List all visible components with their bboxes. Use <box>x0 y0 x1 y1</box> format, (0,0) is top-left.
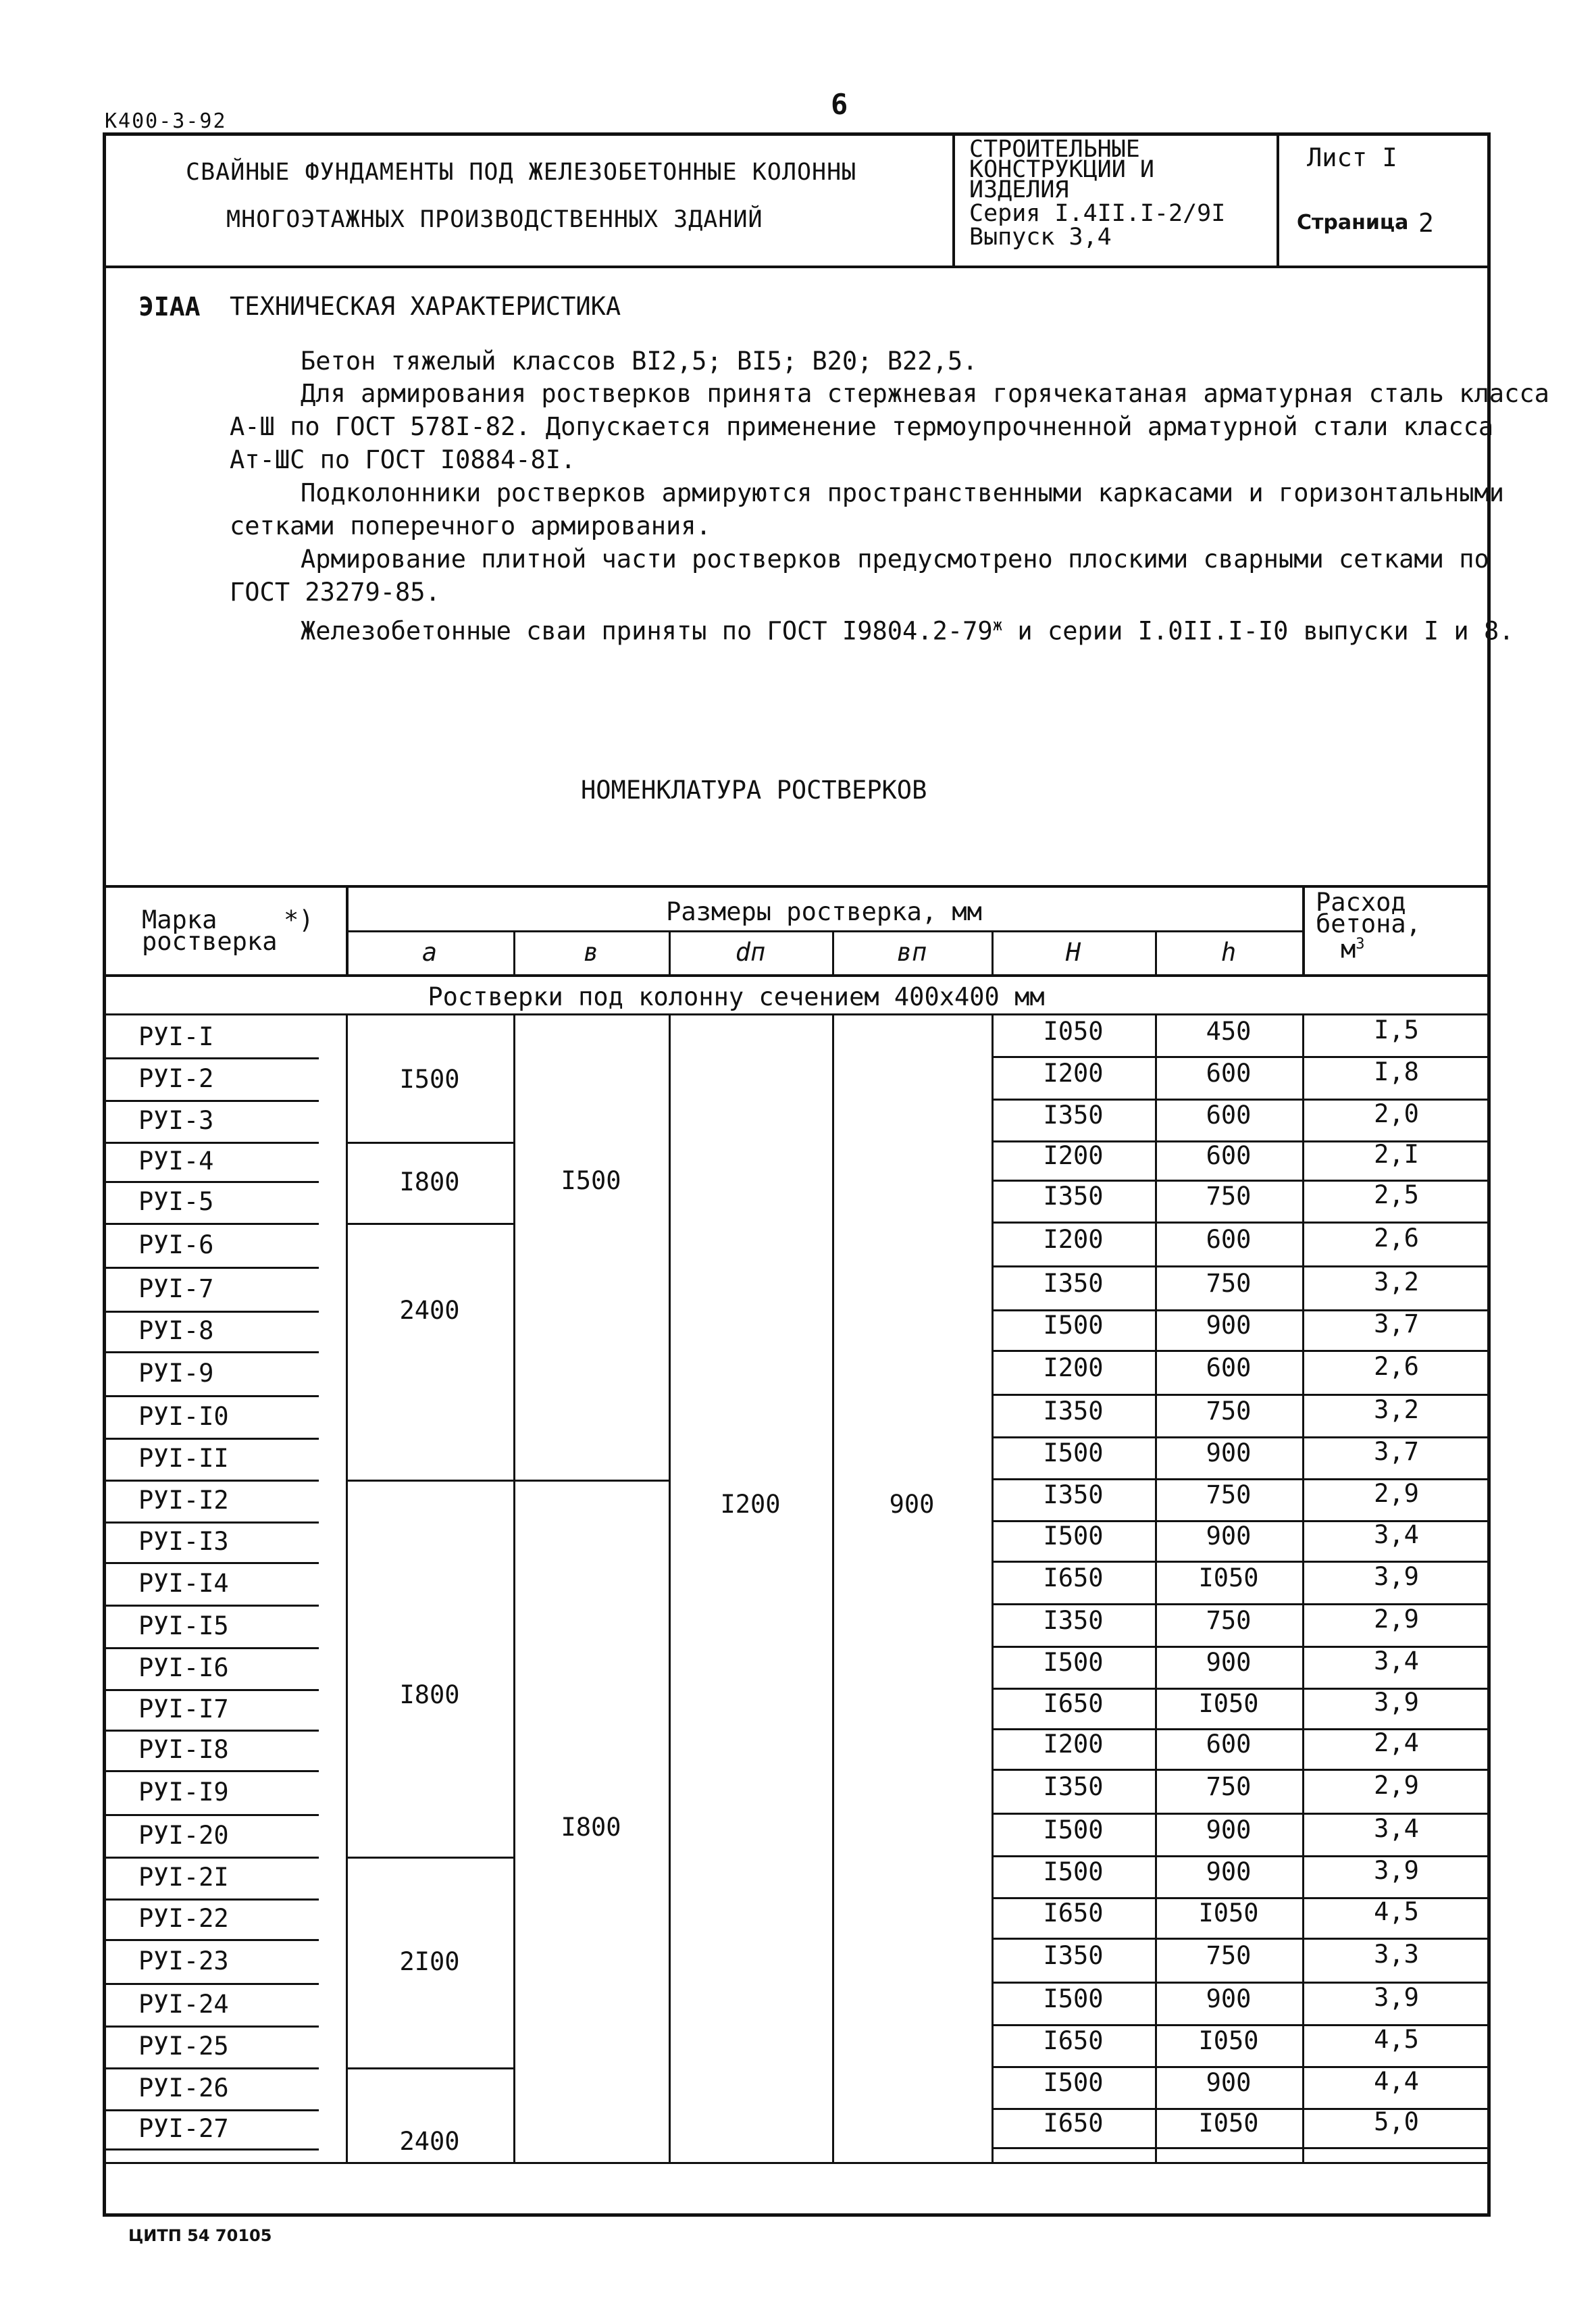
mark-underline-9 <box>103 1395 319 1397</box>
mark-cell: РУI-3 <box>138 1106 214 1135</box>
text-line-9-tail: и серии I.0II.I-I0 выпуски I и 8. <box>1002 616 1514 646</box>
document-code: К400-3-92 <box>105 109 227 133</box>
text-line-6: сетками поперечного армирования. <box>230 511 711 540</box>
h-cell: 600 <box>1206 1353 1252 1382</box>
mark-cell: РУI-27 <box>138 2114 229 2143</box>
text-line-4: Ат-ШС по ГОСТ I0884-8I. <box>230 445 576 474</box>
header-mark-2: ростверка <box>142 927 278 956</box>
mark-underline-24 <box>103 2026 319 2028</box>
header-consumption-unit-sup: 3 <box>1356 936 1365 953</box>
mark-cell: РУI-I0 <box>138 1401 229 1431</box>
a-merged-2400: 2400 <box>399 1296 460 1325</box>
table-subheader: Ростверки под колонну сечением 400x400 мм <box>428 982 1045 1011</box>
H-cell: I200 <box>1043 1353 1104 1382</box>
h-cell: 450 <box>1206 1017 1252 1046</box>
a-merged-2400-bottom: 2400 <box>399 2127 460 2156</box>
H-cell: I350 <box>1043 1940 1104 1970</box>
mark-underline-25 <box>103 2067 319 2069</box>
volume-cell: 3,2 <box>1374 1394 1419 1424</box>
mark-underline-8 <box>103 1351 319 1353</box>
mark-cell: РУI-5 <box>138 1187 214 1216</box>
mark-underline-19 <box>103 1814 319 1816</box>
header-mid-line <box>346 930 1302 932</box>
mark-underline-20 <box>103 1857 319 1859</box>
volume-cell: 3,7 <box>1374 1309 1419 1338</box>
header-consumption-unit: $м^3$ <box>1341 934 1365 964</box>
volume-cell: 3,4 <box>1374 1646 1419 1676</box>
header-bottom-line <box>103 974 1491 977</box>
h-cell: I050 <box>1198 1563 1259 1592</box>
h-cell: 600 <box>1206 1058 1252 1088</box>
page-label: Страница <box>1297 211 1409 234</box>
H-cell: I350 <box>1043 1182 1104 1211</box>
header-mark-note: *) <box>284 905 314 934</box>
mark-cell: РУI-20 <box>138 1820 229 1850</box>
volume-cell: 2,0 <box>1374 1099 1419 1128</box>
mark-cell: РУI-I <box>138 1022 214 1051</box>
a-merged-1500: I500 <box>399 1064 460 1094</box>
mark-cell: РУI-2I <box>138 1863 229 1892</box>
b-group-line <box>513 1480 669 1482</box>
title-block-divider-2 <box>1277 132 1279 267</box>
page-number: 6 <box>831 88 848 121</box>
h-cell: 750 <box>1206 1480 1252 1509</box>
H-cell: I200 <box>1043 1730 1104 1759</box>
text-line-8: ГОСТ 23279-85. <box>230 578 440 607</box>
text-line-9-main: Железобетонные сваи приняты по ГОСТ I9804.2-79 <box>301 616 993 646</box>
mark-underline-23 <box>103 1983 319 1985</box>
mark-underline-3 <box>103 1142 319 1144</box>
volume-cell: 3,9 <box>1374 1561 1419 1591</box>
mark-underline-26 <box>103 2109 319 2111</box>
header-consumption-1: Расход <box>1316 888 1406 917</box>
title-block-divider-1 <box>952 132 955 267</box>
h-cell: 600 <box>1206 1730 1252 1759</box>
a-merged-1800-top: I800 <box>399 1167 460 1197</box>
H-cell: I650 <box>1043 1563 1104 1592</box>
volume-cell: 2,4 <box>1374 1728 1419 1757</box>
volume-cell: 3,4 <box>1374 1813 1419 1843</box>
H-cell: I500 <box>1043 1857 1104 1886</box>
mark-underline-13 <box>103 1562 319 1564</box>
h-cell: 900 <box>1206 1648 1252 1677</box>
page-value: 2 <box>1418 208 1434 238</box>
b-merged-1500: I500 <box>561 1165 621 1195</box>
mark-cell: РУI-9 <box>138 1358 214 1388</box>
stamp-issue: Выпуск 3,4 <box>969 224 1112 251</box>
b-merged-1800: I800 <box>561 1813 621 1842</box>
row-line-27 <box>992 2147 1491 2149</box>
stamp-series: Серия I.4II.I-2/9I <box>969 200 1226 227</box>
H-cell: I650 <box>1043 2026 1104 2055</box>
header-col-bn: вп <box>896 938 927 967</box>
section-title: ТЕХНИЧЕСКАЯ ХАРАКТЕРИСТИКА <box>230 292 621 321</box>
mark-cell: РУI-I7 <box>138 1694 229 1724</box>
header-col-H: H <box>1065 938 1081 967</box>
H-cell: I350 <box>1043 1771 1104 1801</box>
a-merged-2100: 2I00 <box>399 1947 460 1976</box>
subheader-bottom-line <box>103 1013 1491 1015</box>
title-line-2: МНОГОЭТАЖНЫХ ПРОИЗВОДСТВЕННЫХ ЗДАНИЙ <box>226 206 763 233</box>
volume-cell: 3,4 <box>1374 1520 1419 1549</box>
h-cell: 900 <box>1206 1521 1252 1551</box>
volume-cell: 4,5 <box>1374 1897 1419 1926</box>
H-cell: I050 <box>1043 1017 1104 1046</box>
h-cell: 900 <box>1206 2068 1252 2097</box>
mark-cell: РУI-23 <box>138 1946 229 1976</box>
mark-underline-22 <box>103 1939 319 1941</box>
mark-underline-6 <box>103 1267 319 1269</box>
mark-cell: РУI-I3 <box>138 1527 229 1556</box>
nomenclature-title: НОМЕНКЛАТУРА РОСТВЕРКОВ <box>581 776 927 805</box>
mark-underline-21 <box>103 1898 319 1901</box>
header-col-h: h <box>1220 938 1237 967</box>
mark-underline-10 <box>103 1438 319 1440</box>
h-cell: 900 <box>1206 1857 1252 1886</box>
mark-cell: РУI-I8 <box>138 1735 229 1764</box>
h-cell: 900 <box>1206 1311 1252 1340</box>
footer-code: ЦИТП 54 70105 <box>128 2226 272 2245</box>
header-col-b: в <box>583 938 599 967</box>
text-line-9-sup: ж <box>992 615 1003 634</box>
mark-cell: РУI-I6 <box>138 1653 229 1682</box>
volume-cell: 2,9 <box>1374 1770 1419 1800</box>
mark-underline-11 <box>103 1480 319 1482</box>
title-block-bottom-line <box>103 266 1491 268</box>
h-cell: 750 <box>1206 1396 1252 1426</box>
text-line-9 <box>301 609 1514 647</box>
H-cell: I200 <box>1043 1141 1104 1170</box>
dn-merged: I200 <box>720 1490 781 1519</box>
mark-cell: РУI-26 <box>138 2073 229 2103</box>
mark-underline-15 <box>103 1647 319 1649</box>
volume-cell: 2,I <box>1374 1140 1419 1169</box>
H-cell: I200 <box>1043 1058 1104 1088</box>
H-cell: I500 <box>1043 1438 1104 1467</box>
mark-cell: РУI-22 <box>138 1904 229 1933</box>
H-cell: I650 <box>1043 2109 1104 2138</box>
mark-underline-27 <box>103 2148 319 2150</box>
header-dimensions: Размеры ростверка, мм <box>666 897 982 926</box>
mark-cell: РУI-2 <box>138 1063 214 1093</box>
data-vline-3 <box>669 1013 671 2162</box>
section-code: ЭIАА <box>138 292 201 322</box>
mark-cell: РУI-I2 <box>138 1486 229 1515</box>
a-group-line-1 <box>346 1223 513 1225</box>
h-cell: 600 <box>1206 1141 1252 1170</box>
mark-underline-1 <box>103 1057 319 1059</box>
H-cell: I500 <box>1043 1311 1104 1340</box>
mark-underline-18 <box>103 1770 319 1772</box>
h-cell: 600 <box>1206 1101 1252 1130</box>
mark-cell: РУI-I4 <box>138 1568 229 1598</box>
volume-cell: 2,5 <box>1374 1180 1419 1209</box>
h-cell: 750 <box>1206 1182 1252 1211</box>
volume-cell: 3,2 <box>1374 1267 1419 1297</box>
mark-cell: РУI-24 <box>138 1989 229 2019</box>
H-cell: I350 <box>1043 1480 1104 1509</box>
h-cell: I050 <box>1198 1898 1259 1928</box>
H-cell: I350 <box>1043 1268 1104 1298</box>
h-cell: 900 <box>1206 1815 1252 1844</box>
volume-cell: 3,9 <box>1374 1982 1419 2012</box>
volume-cell: 4,5 <box>1374 2025 1419 2054</box>
header-col-dn: dп <box>735 938 766 967</box>
h-cell: 600 <box>1206 1224 1252 1254</box>
volume-cell: I,8 <box>1374 1057 1419 1086</box>
mark-underline-2 <box>103 1100 319 1102</box>
volume-cell: 2,6 <box>1374 1351 1419 1381</box>
mark-cell: РУI-8 <box>138 1316 214 1345</box>
mark-cell: РУI-II <box>138 1444 229 1473</box>
a-group-line-0 <box>346 1142 513 1144</box>
volume-cell: 3,7 <box>1374 1437 1419 1466</box>
a-group-line-2 <box>346 1480 513 1482</box>
H-cell: I500 <box>1043 1648 1104 1677</box>
table-top-line <box>103 885 1491 888</box>
header-col-a: a <box>421 938 438 967</box>
mark-underline-5 <box>103 1223 319 1225</box>
mark-underline-7 <box>103 1311 319 1313</box>
volume-cell: 3,9 <box>1374 1856 1419 1885</box>
mark-cell: РУI-4 <box>138 1147 214 1176</box>
mark-cell: РУI-6 <box>138 1230 214 1259</box>
volume-cell: 4,4 <box>1374 2067 1419 2096</box>
h-cell: I050 <box>1198 1689 1259 1718</box>
text-line-1: Бетон тяжелый классов BI2,5; BI5; B20; B22,5. <box>301 347 978 376</box>
volume-cell: 3,3 <box>1374 1939 1419 1969</box>
volume-cell: 2,6 <box>1374 1223 1419 1253</box>
text-line-2: Для армирования ростверков принята стержневая горячекатаная арматурная сталь класса <box>301 379 1549 408</box>
h-cell: 750 <box>1206 1268 1252 1298</box>
bn-merged: 900 <box>889 1490 935 1519</box>
mark-underline-14 <box>103 1605 319 1607</box>
h-cell: I050 <box>1198 2026 1259 2055</box>
text-line-5: Подколонники ростверков армируются пространственными каркасами и горизонтальными <box>301 478 1505 507</box>
mark-cell: РУI-7 <box>138 1274 214 1303</box>
header-mark: Марка <box>142 905 217 934</box>
volume-cell: 3,9 <box>1374 1688 1419 1717</box>
volume-cell: 2,9 <box>1374 1604 1419 1634</box>
sheet-label: Лист I <box>1307 143 1397 172</box>
H-cell: I350 <box>1043 1101 1104 1130</box>
H-cell: I500 <box>1043 1815 1104 1844</box>
mark-underline-16 <box>103 1689 319 1691</box>
volume-cell: 2,9 <box>1374 1479 1419 1508</box>
h-cell: 900 <box>1206 1984 1252 2013</box>
stamp-line-3: ИЗДЕЛИЯ <box>969 176 1069 203</box>
header-vline-consumption <box>1302 885 1305 974</box>
table-bottom-line <box>103 2162 1491 2164</box>
H-cell: I650 <box>1043 1898 1104 1928</box>
text-line-3: А-Ш по ГОСТ 578I-82. Допускается применение термоупрочненной арматурной стали класса <box>230 412 1494 441</box>
stamp-line-2: КОНСТРУКЦИИ И <box>969 156 1154 183</box>
H-cell: I650 <box>1043 1689 1104 1718</box>
mark-underline-12 <box>103 1521 319 1524</box>
text-line-7: Армирование плитной части ростверков предусмотрено плоскими сварными сетками по <box>301 545 1489 574</box>
a-group-line-3 <box>346 1857 513 1859</box>
stamp-line-1: СТРОИТЕЛЬНЫЕ <box>969 136 1140 163</box>
mark-cell: РУI-I9 <box>138 1777 229 1807</box>
volume-cell: 5,0 <box>1374 2107 1419 2136</box>
H-cell: I350 <box>1043 1396 1104 1426</box>
h-cell: I050 <box>1198 2109 1259 2138</box>
H-cell: I500 <box>1043 1521 1104 1551</box>
data-vline-4 <box>832 1013 834 2162</box>
mark-underline-4 <box>103 1181 319 1183</box>
mark-cell: РУI-25 <box>138 2032 229 2061</box>
h-cell: 750 <box>1206 1771 1252 1801</box>
title-line-1: СВАЙНЫЕ ФУНДАМЕНТЫ ПОД ЖЕЛЕЗОБЕТОННЫЕ КОЛОННЫ <box>186 159 857 186</box>
header-consumption-2: бетона, <box>1316 909 1421 938</box>
H-cell: I200 <box>1043 1224 1104 1254</box>
H-cell: I350 <box>1043 1605 1104 1635</box>
volume-cell: I,5 <box>1374 1015 1419 1045</box>
H-cell: I500 <box>1043 2068 1104 2097</box>
a-merged-1800-mid: I800 <box>399 1680 460 1709</box>
h-cell: 900 <box>1206 1438 1252 1467</box>
h-cell: 750 <box>1206 1940 1252 1970</box>
H-cell: I500 <box>1043 1984 1104 2013</box>
h-cell: 750 <box>1206 1605 1252 1635</box>
a-group-line-4 <box>346 2067 513 2069</box>
mark-underline-17 <box>103 1730 319 1732</box>
mark-cell: РУI-I5 <box>138 1611 229 1640</box>
